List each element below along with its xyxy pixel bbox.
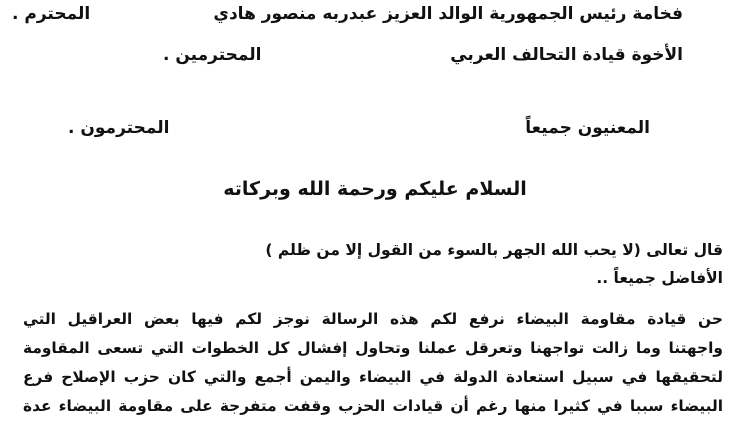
opening-line: الأفاضل جميعاً .. (596, 269, 723, 287)
paragraph-line: البيضاء سببا في كثيرا منها رغم أن قيادات الحزب وقفت متفرجة على مقاومة البيضاء عدة (23, 397, 723, 415)
addressee-president-title: المحترم . (12, 4, 91, 24)
paragraph-line: حن قيادة مقاومة البيضاء نرفع لكم هذه الرسالة نوجز لكم فيها بعض العراقيل التي (23, 310, 723, 328)
addressee-coalition-title: المحترمين . (163, 45, 262, 65)
addressee-president-line (213, 4, 683, 24)
greeting: السلام عليكم ورحمة الله وبركاته (223, 178, 527, 200)
paragraph-line: لتحقيقها في سبيل استعادة الدولة في البيضاء واليمن أجمع والتي كان حزب الإصلاح فرع (23, 368, 723, 386)
addressee-concerned: المعنيون جميعاً (525, 118, 650, 138)
addressee-coalition: الأخوة قيادة التحالف العربي (450, 45, 683, 65)
quran-quote: قال تعالى (لا يحب الله الجهر بالسوء من القول إلا من ظلم ) (265, 241, 723, 259)
addressee-concerned-title: المحترمون . (68, 118, 170, 138)
addressee-president: فخامة رئيس الجمهورية الوالد العزيز عبدربه منصور هادي (213, 4, 683, 24)
paragraph-line: واجهتنا وما زالت تواجهنا وتعرقل عملنا وتحاول إفشال كل الخطوات التي تسعى المقاومة (23, 339, 723, 357)
